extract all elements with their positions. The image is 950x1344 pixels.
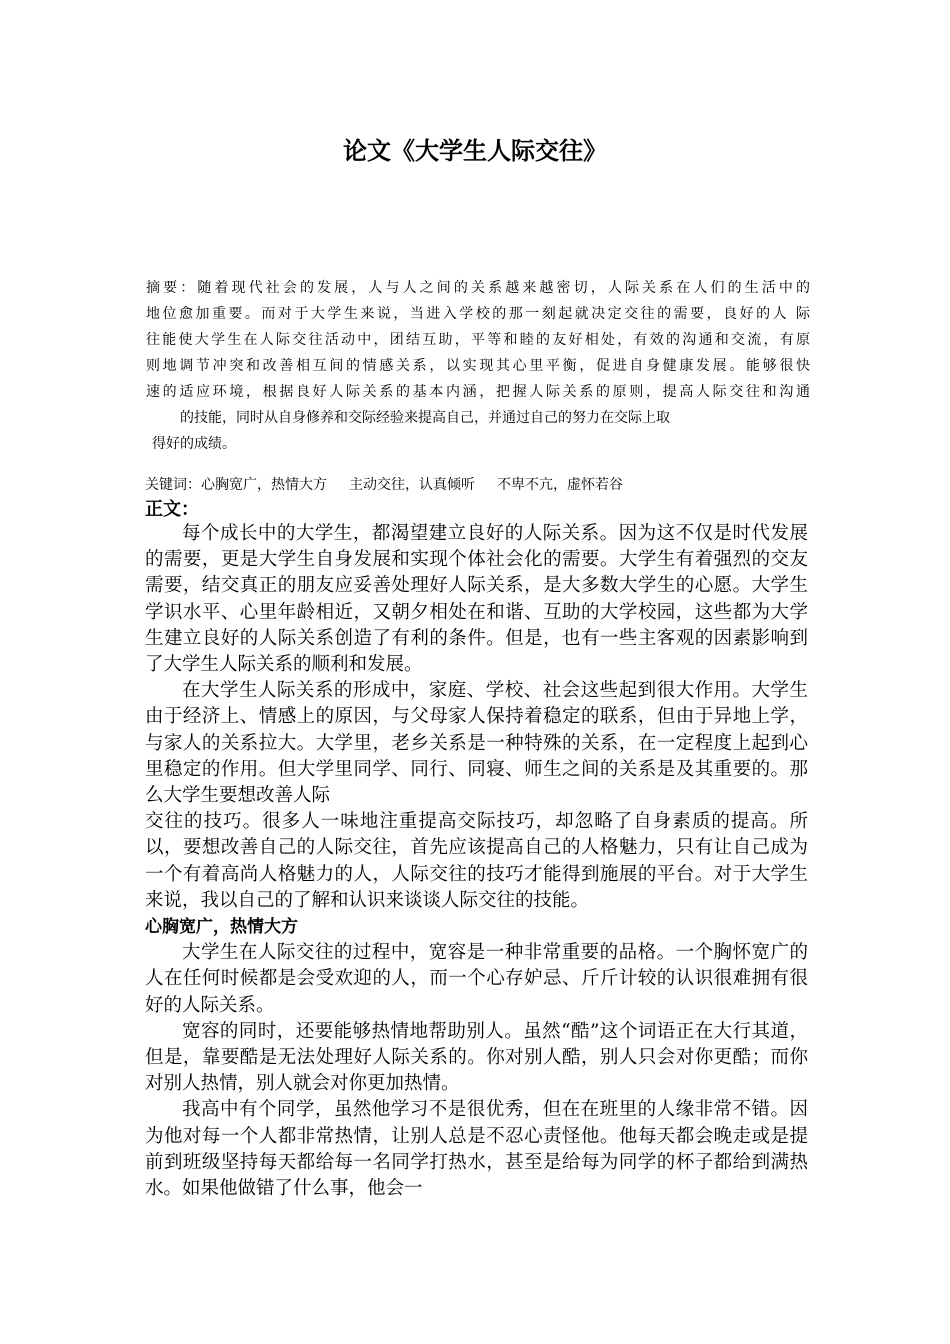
keyword-item: 心胸宽广，热情大方 [201,477,327,493]
abstract-line: 摘要：随着现代社会的发展，人与人之间的关系越来越密切，人际关系在人们的生活中的 [146,280,810,296]
body-paragraph: 交往的技巧。很多人一味地注重提高交际技巧，却忽略了自身素质的提高。所以，要想改善自己的人际交往，首先应该提高自己的人格魅力，只有让自己成为一个有着高尚人格魅力的人，人际交往的技巧才能得到施展的平台。对于大学生来说，我以自己的了解和认识来谈谈人际交往的技能。 [145,811,808,911]
abstract-line: 地位愈加重要。而对于大学生来说，当进入学校的那一刻起就决定交往的需要，良好的人 际 [146,306,810,322]
abstract-line: 速的适应环境，根据良好人际关系的基本内涵，把握人际关系的原则，提高人际交往和沟通 [146,384,810,400]
body-text [145,521,808,1202]
section-paragraph: 大学生在人际交往的过程中，宽容是一种非常重要的品格。一个胸怀宽广的人在任何时候都是会受欢迎的人，而一个心存妒忌、斤斤计较的认识很难拥有很好的人际关系。 [145,942,808,1016]
abstract-line: 的技能，同时从自身修养和交际经验来提高自己，并通过自己的努力在交际上取 [180,410,670,426]
keyword-item: 主动交往，认真倾听 [349,477,475,493]
abstract-line: 则地调节冲突和改善相互间的情感关系，以实现其心里平衡，促进自身健康发展。能够很快 [146,358,810,374]
body-paragraph: 在大学生人际关系的形成中，家庭、学校、社会这些起到很大作用。大学生由于经济上、情感上的原因，与父母家人保持着稳定的联系，但由于异地上学，与家人的关系拉大。大学里，老乡关系是一种特殊的关系，在一定程度上起到心里稳定的作用。但大学里同学、同行、同寝、师生之间的关系是及其重要的。那么大学生要想改善人际 [145,680,808,807]
abstract-line: 得好的成绩。 [152,436,236,452]
abstract [146,275,810,457]
body-paragraph: 每个成长中的大学生，都渴望建立良好的人际关系。因为这不仅是时代发展的需要，更是大学生自身发展和实现个体社会化的需要。大学生有着强烈的交友需要，结交真正的朋友应妥善处理好人际关系，是大多数大学生的心愿。大学生学识水平、心里年龄相近，又朝夕相处在和谐、互助的大学校园，这些都为大学生建立良好的人际关系创造了有利的条件。但是，也有一些主客观的因素影响到了大学生人际关系的顺利和发展。 [145,523,808,676]
keywords [145,474,805,496]
section-paragraph: 我高中有个同学，虽然他学习不是很优秀，但在在班里的人缘非常不错。因为他对每一个人都非常热情，让别人总是不忍心责怪他。他每天都会晚走或是提前到班级坚持每天都给每一名同学打热水，甚至是给每为同学的杯子都给到满热水。如果他做错了什么事，他会一 [145,1099,808,1200]
body-label: 正文： [145,499,199,520]
document-title: 论文《大学生人际交往》 [343,137,607,165]
keywords-label: 关键词： [145,477,201,493]
keyword-item: 不卑不亢，虚怀若谷 [497,477,623,493]
section-paragraph: 宽容的同时，还要能够热情地帮助别人。虽然“酷”这个词语正在大行其道，但是，靠要酷是无法处理好人际关系的。你对别人酷，别人只会对你更酷；而你对别人热情，别人就会对你更加热情。 [145,1020,808,1095]
abstract-line: 往能使大学生在人际交往活动中，团结互助，平等和睦的友好相处，有效的沟通和交流，有原 [146,332,810,348]
section-heading: 心胸宽广，热情大方 [145,917,298,938]
